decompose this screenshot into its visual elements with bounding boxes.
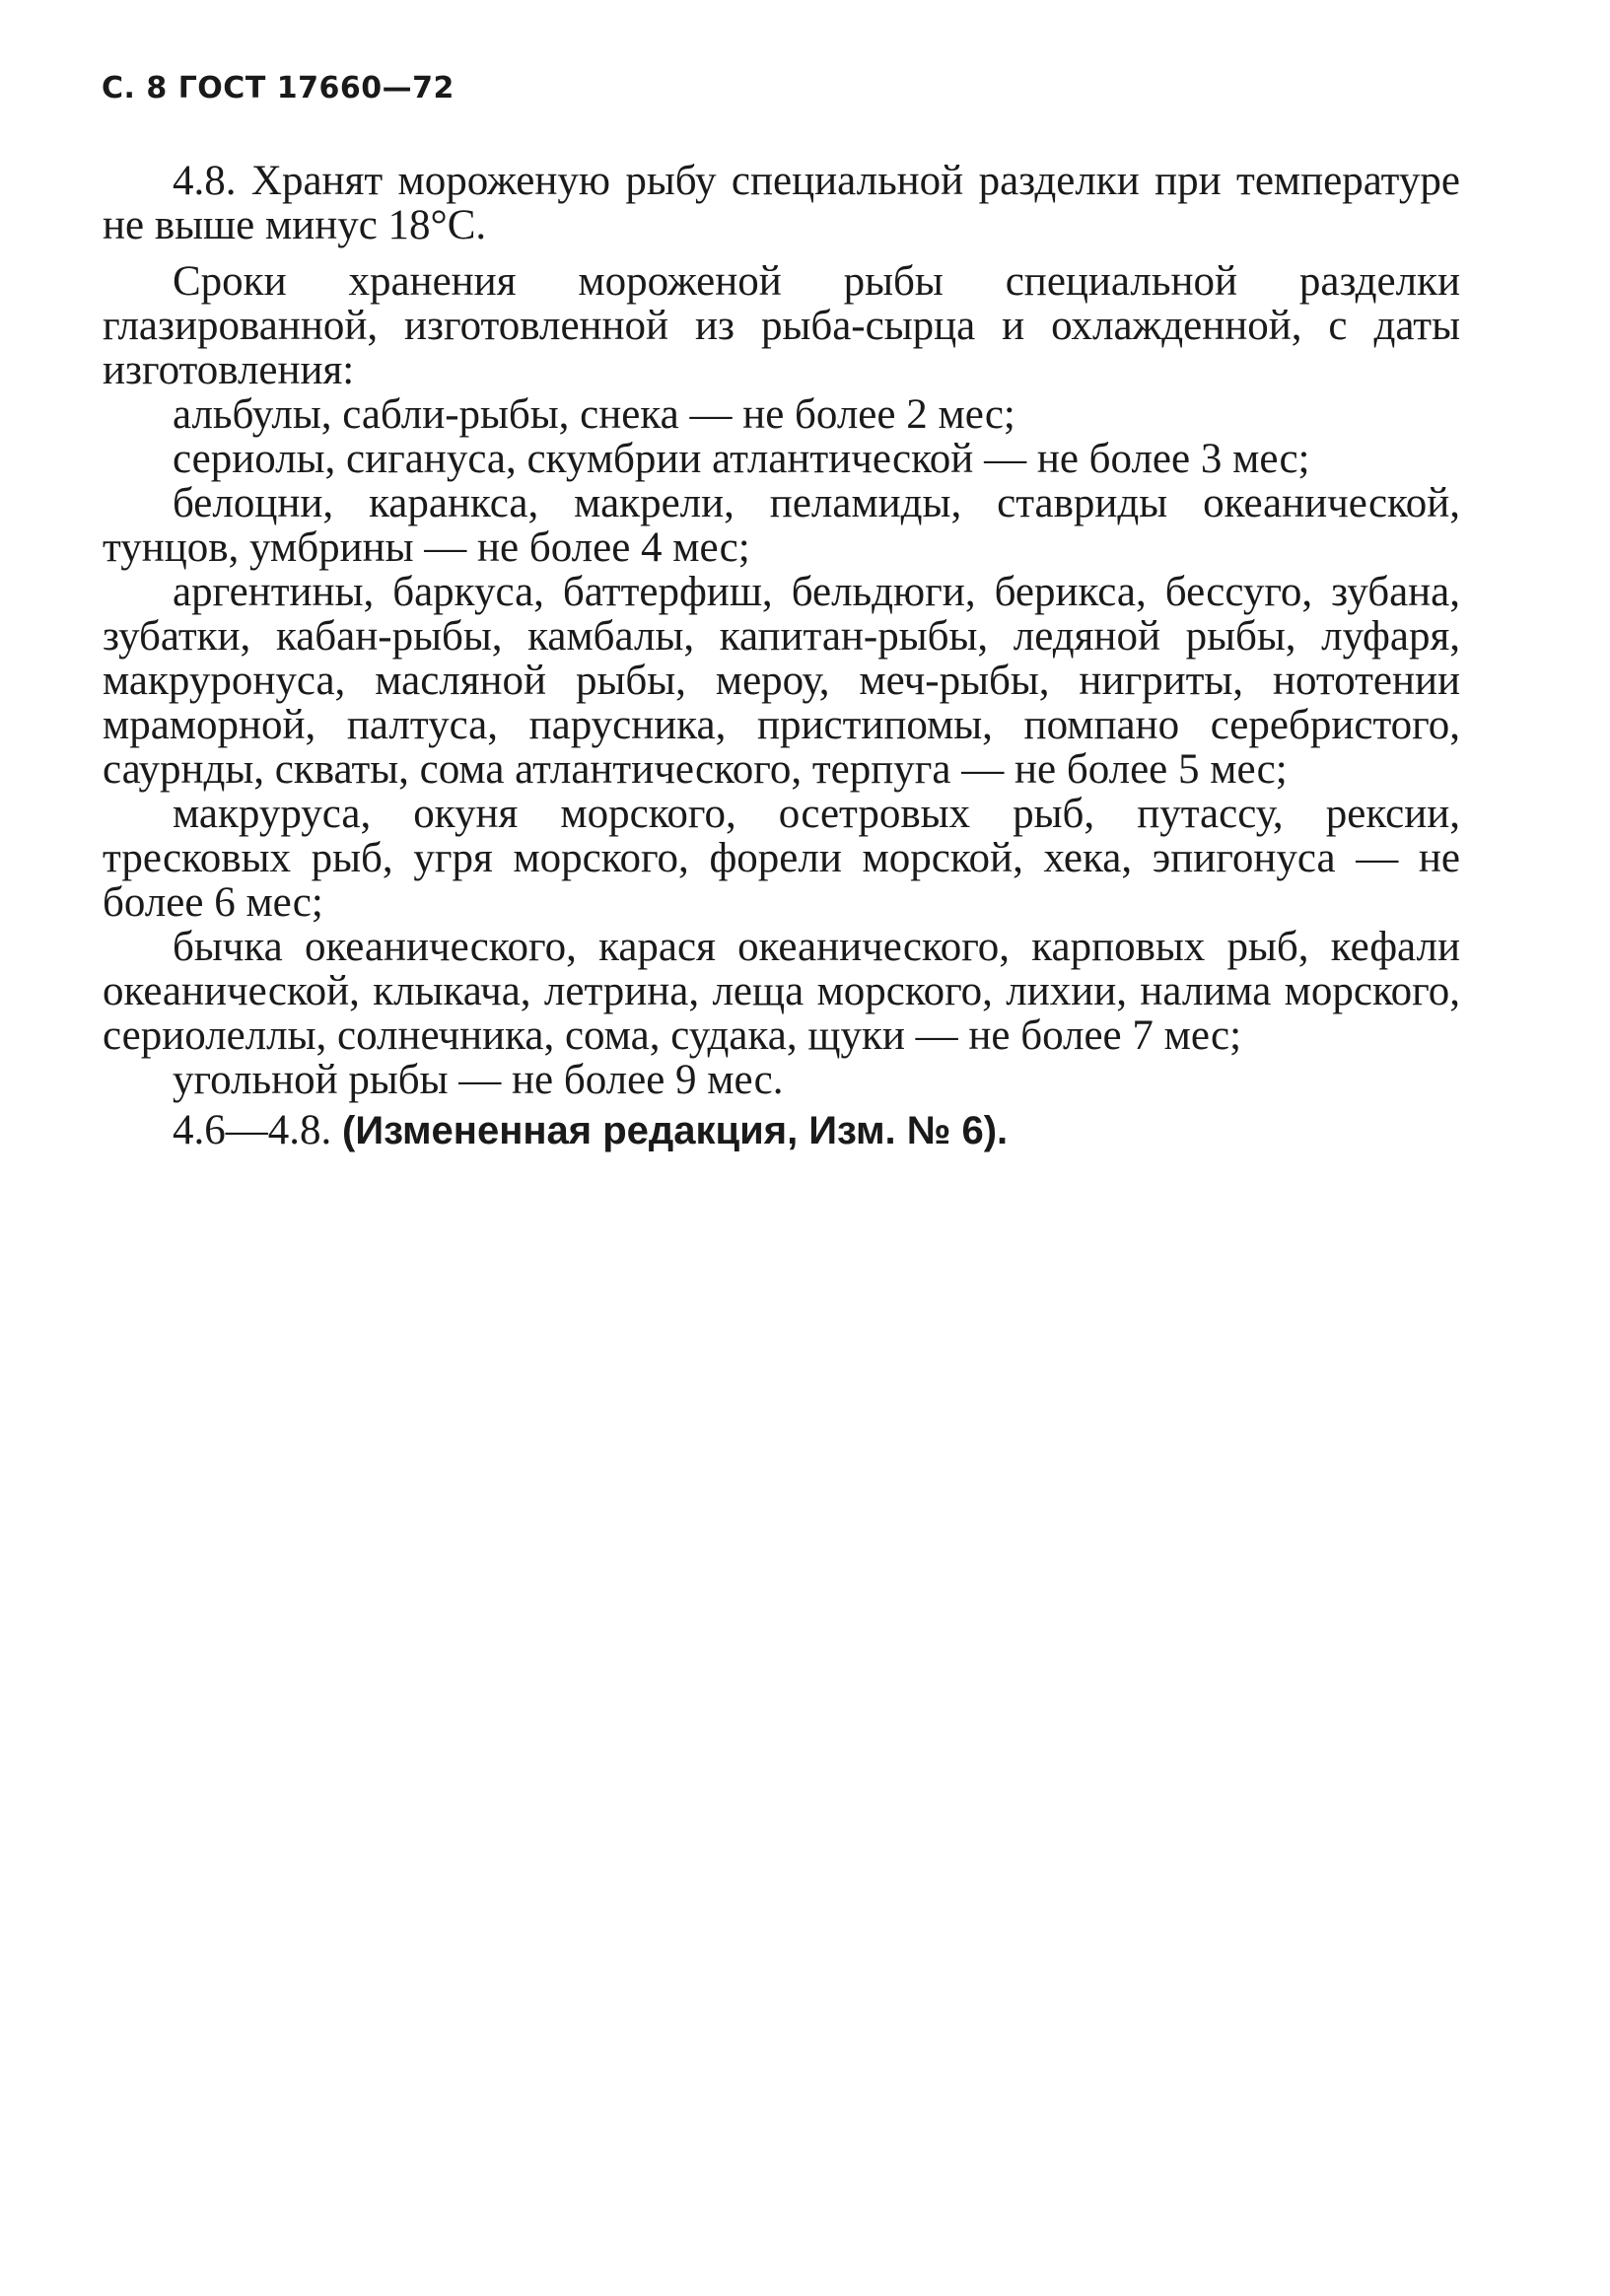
document-body <box>103 159 1460 1196</box>
list-item-3-months: сериолы, сигануса, скумбрии атлантической — не более 3 мес; <box>173 436 1310 482</box>
page-header <box>102 71 455 105</box>
list-item-7-months: бычка океанического, карася океанического, карповых рыб, кефали океанической, клыкача, летрина, леща морского, лихии, налима морского, сериолеллы, солнечника, сома, судака, щуки — не более 7 мес; <box>103 924 1460 1059</box>
page-number: С. 8 <box>102 71 168 105</box>
amendment-ref: 4.6—4.8. <box>173 1107 332 1153</box>
list-item-4-months: белоцни, каранкса, макрели, пеламиды, ставриды океанической, тунцов, умбрины — не более 4 мес; <box>103 480 1460 571</box>
paragraph-storage-terms: Сроки хранения мороженой рыбы специальной разделки глазированной, изготовленной из рыба-сырца и охлажденной, с даты изготовления: <box>103 258 1460 393</box>
standard-number: ГОСТ 17660—72 <box>177 71 455 105</box>
list-item-9-months: угольной рыбы — не более 9 мес. <box>173 1057 784 1103</box>
list-item-5-months: аргентины, баркуса, баттерфиш, бельдюги, берикса, бессуго, зубана, зубатки, кабан-рыбы, камбалы, капитан-рыбы, ледяной рыбы, луфаря, макруронуса, масляной рыбы, мероу, меч-рыбы, нигриты, нототении мраморной, палтуса, парусника, пристипомы, помпано серебристого, саурнды, скваты, сома атлантического, терпуга — не более 5 мес; <box>103 569 1460 793</box>
amendment-text: (Измененная редакция, Изм. № 6). <box>342 1109 1009 1152</box>
list-item-6-months: макруруса, окуня морского, осетровых рыб, путассу, рексии, тресковых рыб, угря морского, форели морской, хека, эпигонуса — не более 6 мес; <box>103 791 1460 926</box>
amendment-note <box>103 1108 1460 1153</box>
paragraph-4-8: 4.8. Хранят мороженую рыбу специальной разделки при температуре не выше минус 18°С. <box>103 158 1460 248</box>
list-item-2-months: альбулы, сабли-рыбы, снека — не более 2 мес; <box>173 391 1015 438</box>
